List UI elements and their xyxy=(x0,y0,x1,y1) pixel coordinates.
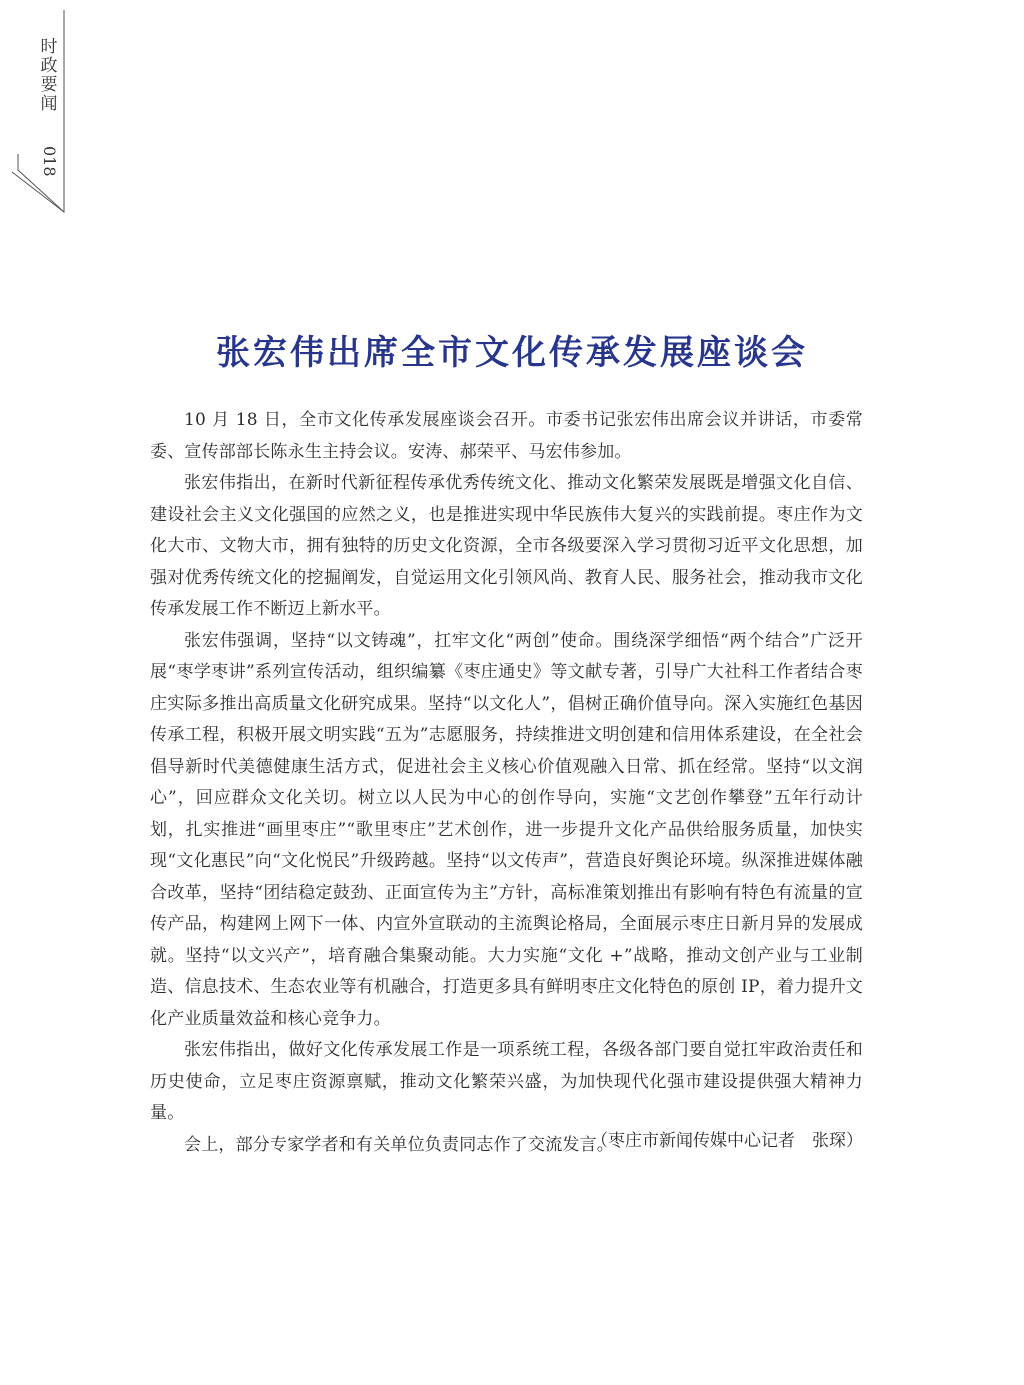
section-label-char: 政 xyxy=(40,56,58,76)
article-body xyxy=(150,405,863,1161)
article-paragraph: 会上，部分专家学者和有关单位负责同志作了交流发言。 xyxy=(184,1134,614,1155)
article-paragraph: 张宏伟指出，在新时代新征程传承优秀传统文化、推动文化繁荣发展既是增强文化自信、建设社会主义文化强国的应然之义，也是推进实现中华民族伟大复兴的实践前提。枣庄作为文化大市、文物大市，拥有独特的历史文化资源，全市各级要深入学习贯彻习近平文化思想，加强对优秀传统文化的挖掘阐发，自觉运用文化引领风尚、教育人民、服务社会，推动我市文化传承发展工作不断迈上新水平。 xyxy=(150,473,863,619)
page-number: 018 xyxy=(40,145,59,177)
section-tab xyxy=(0,0,70,220)
section-label-char: 要 xyxy=(40,75,58,95)
article-paragraph: 张宏伟指出，做好文化传承发展工作是一项系统工程，各级各部门要自觉扛牢政治责任和历史使命，立足枣庄资源禀赋，推动文化繁荣兴盛，为加快现代化强市建设提供强大精神力量。 xyxy=(150,1040,863,1123)
article-paragraph: 张宏伟强调，坚持“以文铸魂”，扛牢文化“两创”使命。围绕深学细悟“两个结合”广泛开展“枣学枣讲”系列宣传活动，组织编纂《枣庄通史》等文献专著，引导广大社科工作者结合枣庄实际多推出高质量文化研究成果。坚持“以文化人”，倡树正确价值导向。深入实施红色基因传承工程，积极开展文明实践“五为”志愿服务，持续推进文明创建和信用体系建设，在全社会倡导新时代美德健康生活方式，促进社会主义核心价值观融入日常、抓在经常。坚持“以文润心”，回应群众文化关切。树立以人民为中心的创作导向，实施“文艺创作攀登”五年行动计划，扎实推进“画里枣庄”“歌里枣庄”艺术创作，进一步提升文化产品供给服务质量，加快实现“文化惠民”向“文化悦民”升级跨越。坚持“以文传声”，营造良好舆论环境。纵深推进媒体融合改革，坚持“团结稳定鼓劲、正面宣传为主”方针，高标准策划推出有影响有特色有流量的宣传产品，构建网上网下一体、内宣外宣联动的主流舆论格局，全面展示枣庄日新月异的发展成就。坚持“以文兴产”，培育融合集聚动能。大力实施“文化 +”战略，推动文创产业与工业制造、信息技术、生态农业等有机融合，打造更多具有鲜明枣庄文化特色的原创 IP，着力提升文化产业质量效益和核心竞争力。 xyxy=(150,630,863,1029)
reporter-byline: （枣庄市新闻传媒中心记者 张琛） xyxy=(591,1131,863,1151)
section-label xyxy=(38,38,60,114)
section-label-char: 时 xyxy=(40,37,58,57)
section-label-char: 闻 xyxy=(40,94,58,114)
article-paragraph: 10 月 18 日，全市文化传承发展座谈会召开。市委书记张宏伟出席会议并讲话，市委常委、宣传部部长陈永生主持会议。安涛、郝荣平、马宏伟参加。 xyxy=(150,410,863,462)
article-title: 张宏伟出席全市文化传承发展座谈会 xyxy=(216,332,808,373)
